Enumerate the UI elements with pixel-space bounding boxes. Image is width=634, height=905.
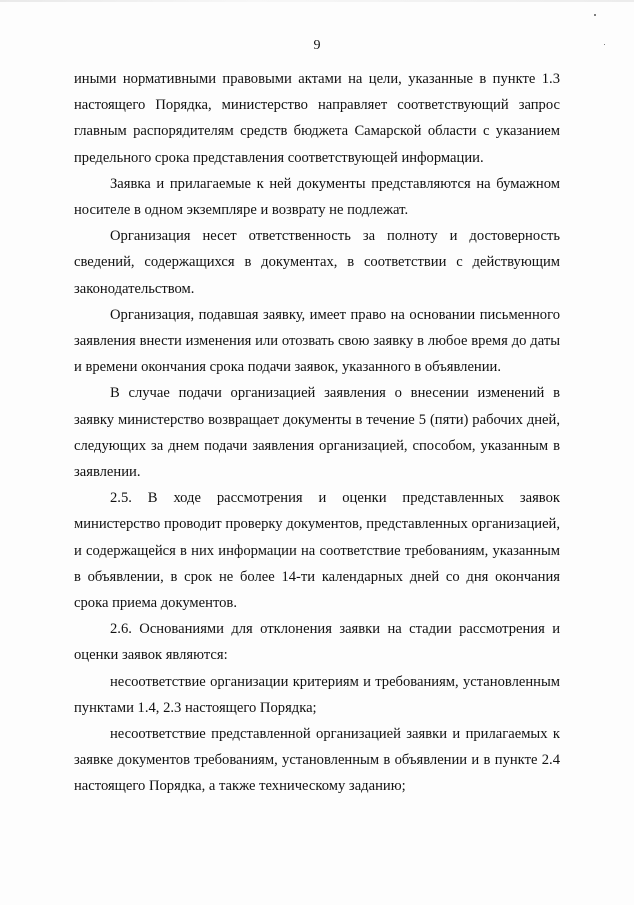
document-body	[74, 66, 560, 800]
paragraph-submission-format: Заявка и прилагаемые к ней документы представляются на бумажном носителе в одном экземпляре и возврату не подлежат.	[74, 175, 560, 219]
paragraph-rejection-criteria-1: несоответствие организации критериям и требованиям, установленным пунктами 1.4, 2.3 настоящего Порядка;	[74, 673, 560, 716]
paragraph-continuation: иными нормативными правовыми актами на цели, указанные в пункте 1.3 настоящего Порядка, министерство направляет соответствующий запрос главным распорядителям средств бюджета Самарской области с указанием предельного срока представления соответствующей информации.	[74, 71, 560, 166]
paragraph-return-documents: В случае подачи организацией заявления о внесении изменений в заявку министерство возвращает документы в течение 5 (пяти) рабочих дней, следующих за днем подачи заявления организацией, способом, указанным в заявлении.	[74, 385, 560, 481]
paragraph-rejection-criteria-2: несоответствие представленной организацией заявки и прилагаемых к заявке документов требованиям, установленным в объявлении и в пункте 2.4 настоящего Порядка, а также техническому заданию;	[74, 726, 560, 795]
scan-speck	[594, 14, 596, 16]
page-number: 9	[313, 38, 321, 53]
paragraph-responsibility: Организация несет ответственность за полноту и достоверность сведений, содержащихся в документах, в соответствии с действующим законодательством.	[74, 228, 560, 297]
page-top-edge	[0, 0, 634, 2]
paragraph-section-2-5: 2.5. В ходе рассмотрения и оценки представленных заявок министерство проводит проверку документов, представленных организацией, и содержащейся в них информации на соответствие требованиям, указанным в объявлении, в срок не более 14-ти календарных дней со дня окончания срока приема документов.	[74, 490, 560, 612]
paragraph-right-to-change: Организация, подавшая заявку, имеет право на основании письменного заявления внести изменения или отозвать свою заявку в любое время до даты и времени окончания срока подачи заявок, указанного в объявлении.	[74, 306, 560, 376]
paragraph-section-2-6: 2.6. Основаниями для отклонения заявки на стадии рассмотрения и оценки заявок являются:	[74, 621, 560, 664]
